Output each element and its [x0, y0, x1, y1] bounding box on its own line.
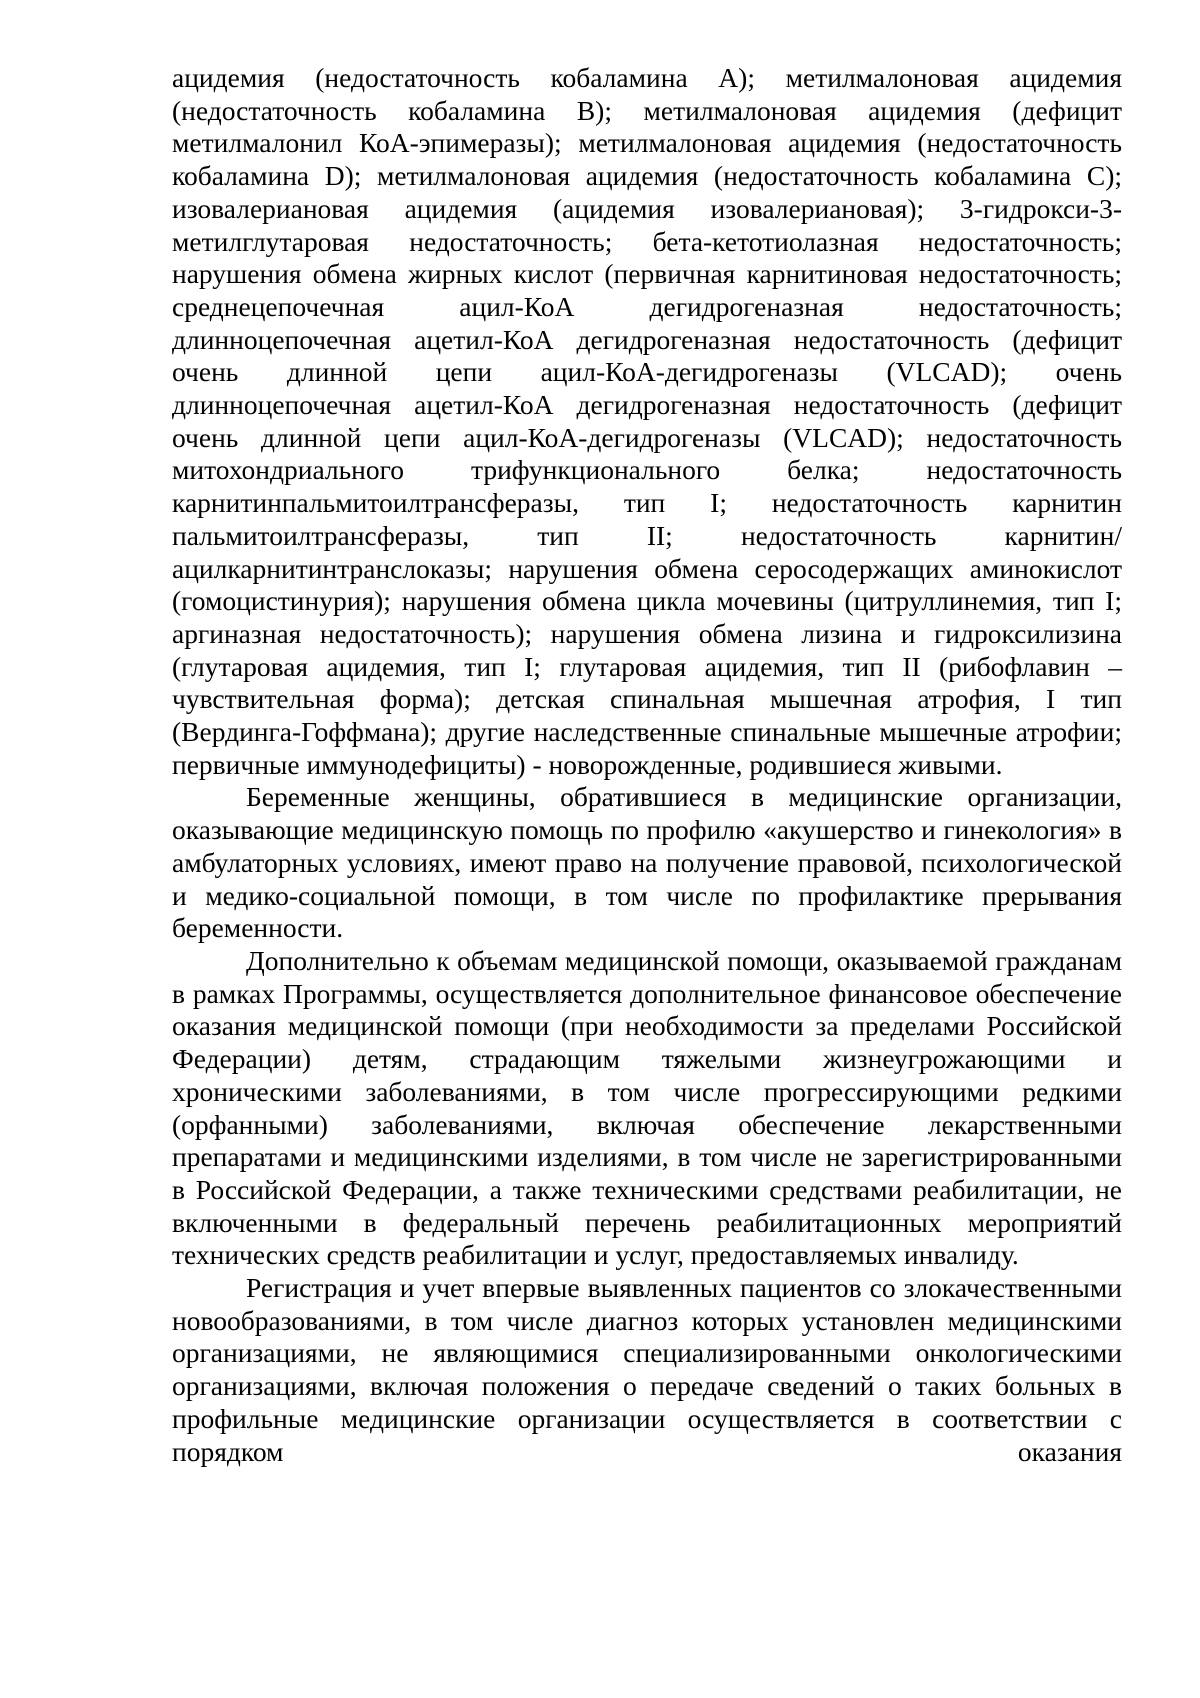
- document-page: [172, 62, 1122, 1468]
- paragraph-oncology-registration: Регистрация и учет впервые выявленных пациентов со злокачественными новообразованиями, в том числе диагноз которых установлен медицинскими организациями, не являющимися специализированными онкологическими организациями, включая положения о передаче сведений о таких больных в профильные медицинские организации осуществляется в соответствии с порядком оказания: [172, 1272, 1122, 1467]
- paragraph-additional-financing: Дополнительно к объемам медицинской помощи, оказываемой гражданам в рамках Программы, осуществляется дополнительное финансовое обеспечение оказания медицинской помощи (при необходимости за пределами Российской Федерации) детям, страдающим тяжелыми жизнеугрожающими и хроническими заболеваниями, в том числе прогрессирующими редкими (орфанными) заболеваниями, включая обеспечение лекарственными препаратами и медицинскими изделиями, в том числе не зарегистрированными в Российской Федерации, а также техническими средствами реабилитации, не включенными в федеральный перечень реабилитационных мероприятий технических средств реабилитации и услуг, предоставляемых инвалиду.: [172, 944, 1122, 1271]
- paragraph-pregnant-women: Беременные женщины, обратившиеся в медицинские организации, оказывающие медицинскую помощь по профилю «акушерство и гинекология» в амбулаторных условиях, имеют право на получение правовой, психологической и медико-социальной помощи, в том числе по профилактике прерывания беременности.: [172, 781, 1122, 944]
- paragraph-continuation: ацидемия (недостаточность кобаламина A); метилмалоновая ацидемия (недостаточность кобаламина B); метилмалоновая ацидемия (дефицит метилмалонил КоА-эпимеразы); метилмалоновая ацидемия (недостаточность кобаламина D); метилмалоновая ацидемия (недостаточность кобаламина C); изовалериановая ацидемия (ацидемия изовалериановая); 3-гидрокси-3-метилглутаровая недостаточность; бета-кетотиолазная недостаточность; нарушения обмена жирных кислот (первичная карнитиновая недостаточность; среднецепочечная ацил-КоА дегидрогеназная недостаточность; длинноцепочечная ацетил-КоА дегидрогеназная недостаточность (дефицит очень длинной цепи ацил-КоА-дегидрогеназы (VLCAD); очень длинноцепочечная ацетил-КоА дегидрогеназная недостаточность (дефицит очень длинной цепи ацил-КоА-дегидрогеназы (VLCAD); недостаточность митохондриального трифункционального белка; недостаточность карнитинпальмитоилтрансферазы, тип I; недостаточность карнитин пальмитоилтрансферазы, тип II; недостаточность карнитин/ацилкарнитинтранслоказы; нарушения обмена серосодержащих аминокислот (гомоцистинурия); нарушения обмена цикла мочевины (цитруллинемия, тип I; аргиназная недостаточность); нарушения обмена лизина и гидроксилизина (глутаровая ацидемия, тип I; глутаровая ацидемия, тип II (рибофлавин – чувствительная форма); детская спинальная мышечная атрофия, I тип (Вердинга-Гоффмана); другие наследственные спинальные мышечные атрофии; первичные иммунодефициты) - новорожденные, родившиеся живыми.: [172, 62, 1122, 780]
